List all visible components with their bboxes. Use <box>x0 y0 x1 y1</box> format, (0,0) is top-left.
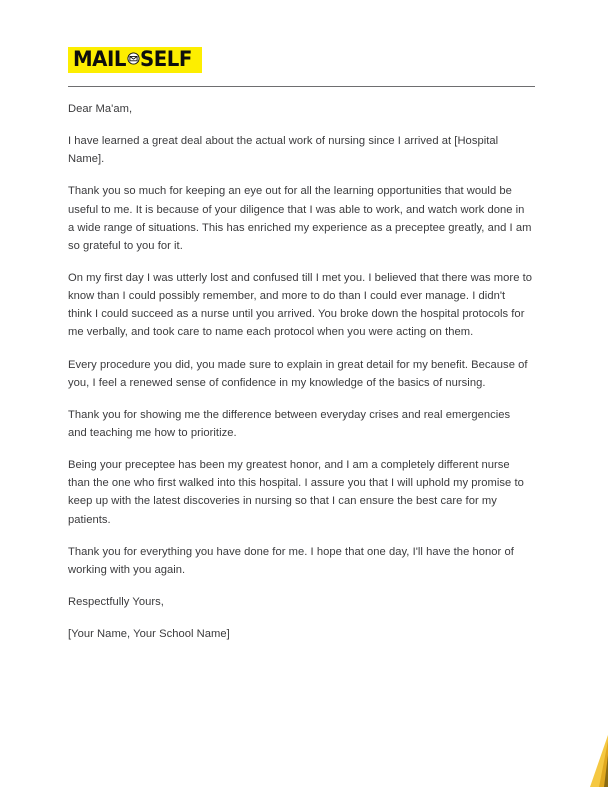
letter-paragraph: Thank you for showing me the difference between everyday crises and real emergencies and teaching me how to prioritize. <box>68 408 511 439</box>
letter-signature: [Your Name, Your School Name] <box>68 628 230 641</box>
corner-wedge-decoration <box>586 735 608 787</box>
logo-text-mail: MAIL <box>73 47 126 71</box>
salutation: Dear Ma'am, <box>68 103 133 115</box>
header <box>68 47 535 73</box>
letter-paragraph: Thank you for everything you have done for me. I hope that one day, I'll have the honor of working with you again. <box>68 545 514 576</box>
letter-paragraph: Every procedure you did, you made sure to explain in great detail for my benefit. Because of you, I feel a renewed sense of confidence in my knowledge of the basics of nursing. <box>68 358 528 389</box>
letter-body <box>68 100 532 643</box>
header-divider <box>68 86 535 87</box>
letter-paragraph: Thank you so much for keeping an eye out for all the learning opportunities that would be useful to me. It is because of your diligence that I was able to work, and watch work done in a wide range of situations. This has enriched my experience as a preceptee greatly, and I am so grateful to you for it. <box>68 185 532 252</box>
mailself-logo[interactable] <box>68 47 202 73</box>
letter-paragraph: Being your preceptee has been my greatest honor, and I am a completely different nurse than the one who first walked into this hospital. I assure you that I will uphold my promise to keep up with the latest discoveries in nursing so that I can ensure the best care for my patients. <box>68 459 524 526</box>
logo-text-self: SELF <box>140 47 193 71</box>
letter-paragraph: On my first day I was utterly lost and confused till I met you. I believed that there was more to know than I could possibly remember, and more to do than I could ever manage. I didn't think I could succeed as a nurse until you arrived. You broke down the hospital protocols for me verbally, and took care to name each protocol when you were acting on them. <box>68 271 533 339</box>
letter-closing: Respectfully Yours, <box>68 595 164 608</box>
letter-paragraph: I have learned a great deal about the actual work of nursing since I arrived at [Hospital Name]. <box>68 135 499 166</box>
envelope-circle-icon <box>127 52 140 65</box>
